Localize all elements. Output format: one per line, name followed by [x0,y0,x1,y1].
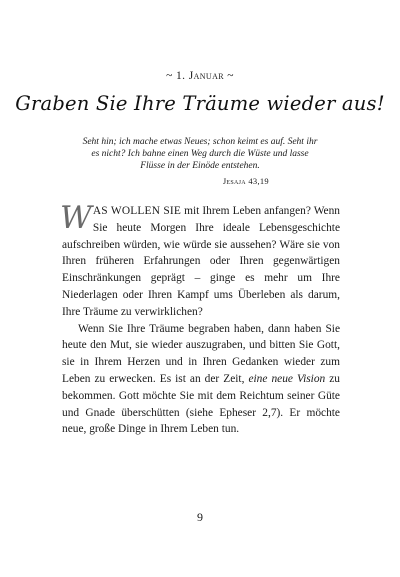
date-suffix: ~ [224,70,234,82]
paragraph-1-text: mit Ihrem Leben anfangen? Wenn Sie heute Morgen Ihre ideale Lebensgeschichte aufschreiben würden, wie würde sie aussehen? Wäre sie von Ihren früheren Erfahrungen oder Ihren gegenwärtigen Einschränkungen geprägt – ginge es mehr um Ihre Niederlagen oder Ihren Kampf ums Überleben als darum, Ihre Träume zu verwirklichen? [62,205,340,318]
paragraph-2 [62,321,340,439]
verse-reference [0,176,269,186]
body-text [60,200,340,438]
date-header [0,70,400,82]
date-month: Januar [188,70,225,82]
date-prefix: ~ 1. [166,70,189,82]
paragraph-2-text-before: Wenn Sie Ihre Träume begraben haben, dann haben Sie heute den Mut, sie wieder auszugraben, und bitten Sie Gott, sie in Ihrem Herzen und in Ihren Gedanken wieder zum Leben zu erwecken. Es ist an der Zeit, [62,322,340,385]
verse-chapter-verse: 43,19 [245,176,269,186]
page-number: 9 [197,510,203,524]
bible-verse: Seht hin; ich mache etwas Neues; schon keimt es auf. Seht ihr es nicht? Ich bahne einen Weg durch die Wüste und lasse Flüsse in der Einöde entstehen. [82,137,318,172]
paragraph-2-text-after: zu bekommen. Gott möchte Sie mit dem Reichtum seiner Güte und Gnade überschütten (siehe Epheser 2,7). Er möchte neue, große Dinge in Ihrem Leben tun. [62,372,340,436]
lead-in-text: AS WOLLEN SIE [92,205,182,217]
paragraph-2-emphasis: eine neue Vision [248,372,326,385]
drop-cap: W [60,200,92,236]
verse-book: Jesaja [222,176,246,186]
paragraph-1 [60,200,340,321]
devotional-title: Graben Sie Ihre Träume wieder aus! [15,92,385,115]
